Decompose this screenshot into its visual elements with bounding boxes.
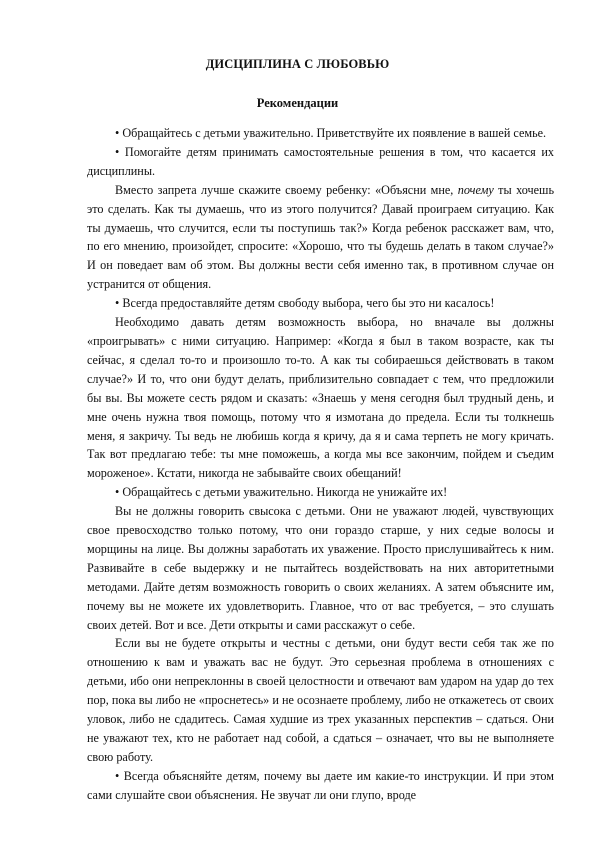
paragraph-bullet-freedom: • Всегда предоставляйте детям свободу выбора, чего бы это ни касалось! [115, 296, 495, 311]
paragraph-bullet-respect: • Обращайтесь с детьми уважительно. Приветствуйте их появление в вашей семье. [115, 126, 547, 140]
paragraph-text: ты хочешь это сделать. Как ты думаешь, что из этого получится? Давай проиграем ситуацию. Как ты думаешь, что случится, если ты поступишь так?» Когда ребенок расскажет вам, что, по его мнению, произойдет, спросите: «Хорошо, что ты будешь делать в таком случае?» И он поведает вам об этом. Вы должны вести себя именно так, в противном случае он устранится от общения. [87, 182, 554, 292]
document-body [87, 124, 554, 805]
emphasis-text: почему [457, 182, 494, 197]
page-subtitle: Рекомендации [256, 96, 339, 110]
paragraph-bullet-explain: • Всегда объясняйте детям, почему вы даете им какие-то инструкции. И при этом сами слушайте свои объяснения. Не звучат ли они глупо, вроде [87, 768, 554, 802]
page-title: ДИСЦИПЛИНА С ЛЮБОВЬЮ [205, 57, 390, 71]
paragraph-explain-instead [87, 181, 554, 294]
paragraph-no-condescension: Вы не должны говорить свысока с детьми. Они не уважают людей, чувствующих свое превосходство только потому, что они гораздо старше, у них седые волосы и морщины на лице. Вы должны заработать их уважение. Просто прислушивайтесь к ним. Развивайте в себе выдержку и не пытайтесь воздействовать на них авторитетными методами. Дайте детям возможность говорить о своих желаниях. А затем объясните им, почему вы не можете их удовлетворить. Главное, что от вас требуется, – это слушать своих детей. Вот и все. Дети открыты и сами расскажут о себе. [87, 504, 554, 632]
paragraph-openness: Если вы не будете открыты и честны с детьми, они будут вести себя так же по отношению к вам и уважать вас не будут. Это серьезная проблема в отношениях с детьми, ибо они непреклонны в своей целостности и отвечают вам ударом на удар до тех пор, пока вы либо не «проснетесь» и не осознаете проблему, либо не откажетесь от своих уловок, либо не сдадитесь. Самая худшие из трех указанных перспектив – сдаться. Они не уважают тех, кто не работает над собой, а сдаться – означает, что вы не выполняете свою работу. [87, 636, 554, 764]
paragraph-choice: Необходимо давать детям возможность выбора, но вначале вы должны «проигрывать» с ними ситуацию. Например: «Когда я был в таком возрасте, как ты сейчас, я сделал то-то и произошло то-то. А как ты собираешься действовать в таком случае?» И то, что они будут делать, приблизительно совпадает с тем, что предложили бы вы. Вы можете сесть рядом и сказать: «Знаешь у меня сегодня был трудный день, и мне очень нужна твоя помощь, потому что я измотана до предела. Если ты толкнешь меня, я закричу. Ты ведь не любишь когда я кричу, да я и сама терпеть не могу кричать. Так вот предлагаю тебе: ты мне поможешь, а когда мы все закончим, пойдем и съедим мороженое». Кстати, никогда не забывайте своих обещаний! [87, 315, 554, 481]
paragraph-text: Вместо запрета лучше скажите своему ребенку: «Объясни мне, [115, 182, 458, 197]
paragraph-bullet-no-humiliation: • Обращайтесь с детьми уважительно. Никогда не унижайте их! [115, 485, 448, 500]
paragraph-bullet-decisions: • Помогайте детям принимать самостоятельные решения в том, что касается их дисциплины. [87, 144, 554, 178]
